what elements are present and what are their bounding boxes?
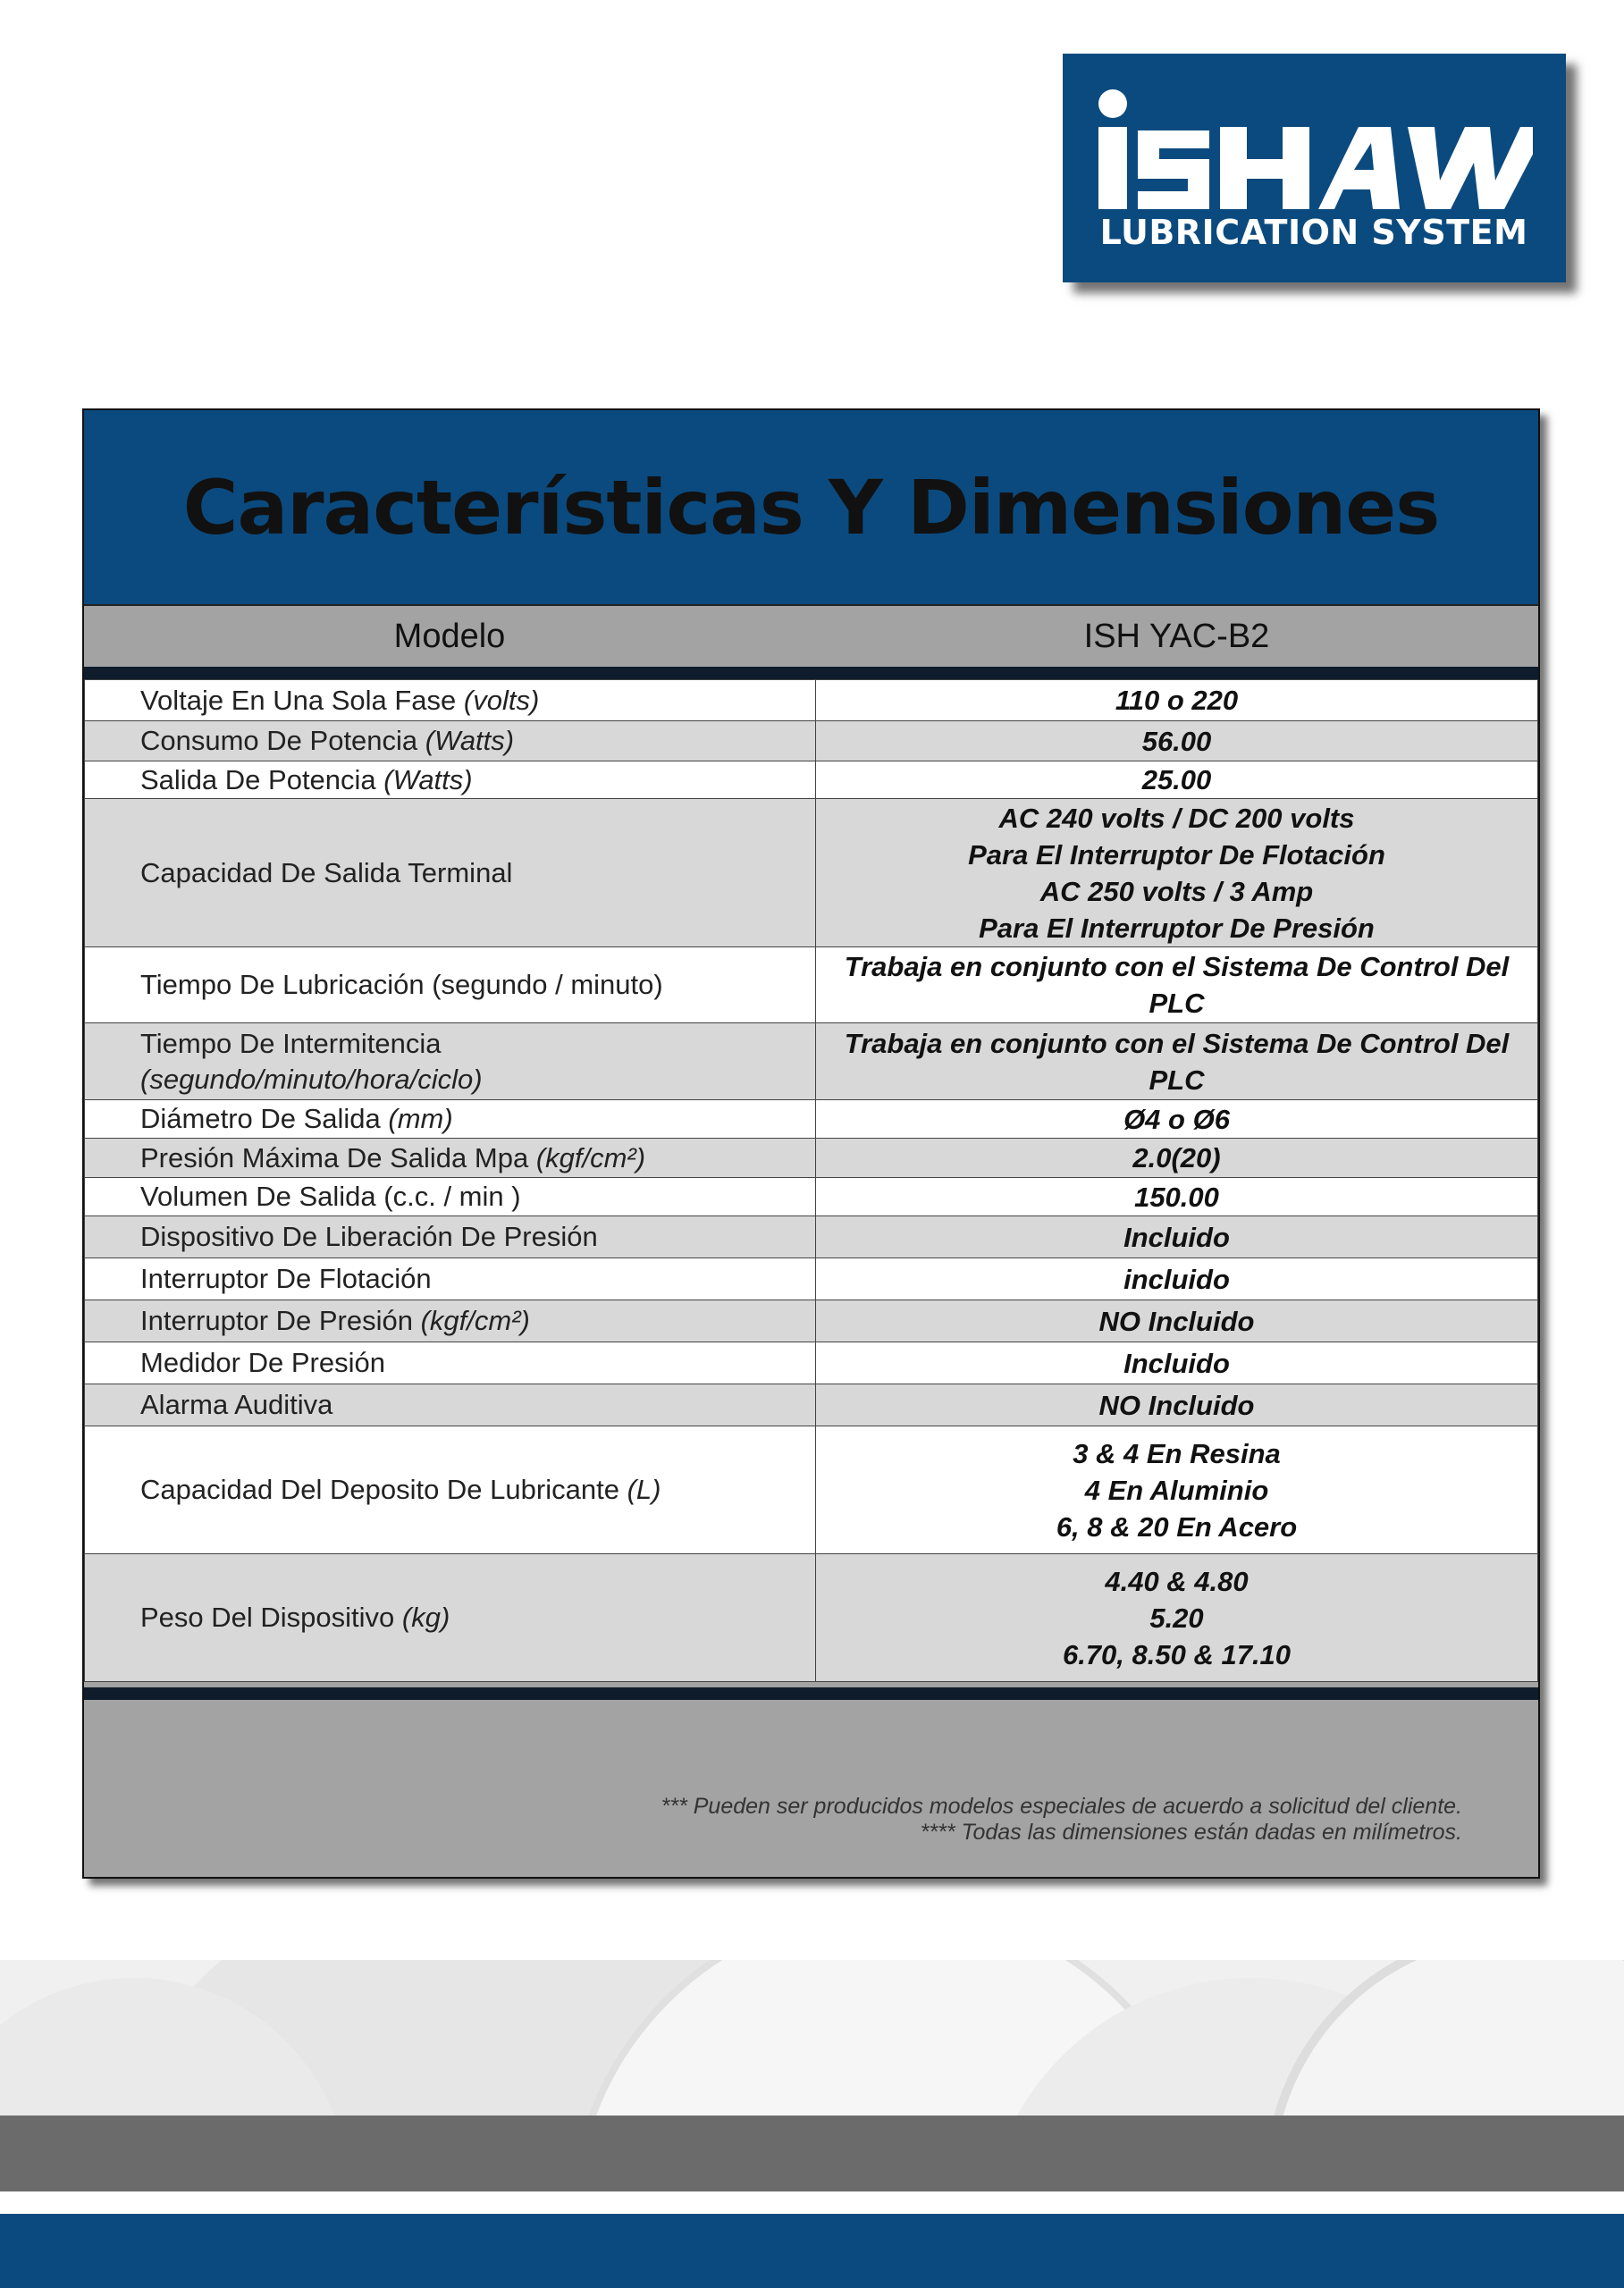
spec-value: 25.00 [1141, 764, 1212, 795]
spec-value: 2.0(20) [1132, 1142, 1221, 1173]
spec-value-cell [816, 1300, 1538, 1342]
footnote: *** Pueden ser producidos modelos especiales de acuerdo a solicitud del cliente. [661, 1794, 1462, 1819]
spec-unit: (Watts) [425, 725, 515, 756]
logo-subtitle: LUBRICATION SYSTEM [1099, 213, 1528, 252]
spec-label-cell [85, 1100, 816, 1139]
spec-value: NO Incluido [1098, 1305, 1255, 1337]
decorative-background [0, 1960, 1624, 2116]
spec-value-cell [816, 1342, 1538, 1384]
spec-label: Voltaje En Una Sola Fase [140, 684, 457, 716]
spec-label: Diámetro De Salida [140, 1103, 389, 1134]
footer-band-gray [0, 2116, 1624, 2191]
spec-label: Peso Del Dispositivo [140, 1602, 395, 1633]
spec-value-cell [816, 761, 1538, 799]
spec-value: 3 & 4 En Resina [1073, 1437, 1281, 1469]
spec-value-cell [816, 1554, 1538, 1682]
spec-value: 56.00 [1141, 725, 1212, 757]
ishaw-logo-mark [1095, 86, 1533, 220]
title-banner [84, 410, 1538, 604]
spec-value-cell [816, 799, 1538, 947]
spec-label: Capacidad De Salida Terminal [140, 856, 513, 888]
spec-label-cell [85, 1300, 816, 1342]
spec-label: Alarma Auditiva [140, 1389, 333, 1420]
model-label: Modelo [393, 617, 506, 655]
spec-label-cell [85, 799, 816, 947]
spec-label: Presión Máxima De Salida Mpa [140, 1141, 529, 1173]
spec-value-cell [816, 1100, 1538, 1139]
table-row [85, 1258, 1538, 1300]
table-row [85, 1554, 1538, 1682]
spec-unit: (mm) [388, 1103, 453, 1134]
table-row [85, 947, 1538, 1023]
footnotes [661, 1794, 1462, 1846]
spec-label-cell [85, 1216, 816, 1258]
spec-label-cell [85, 1139, 816, 1178]
spec-value: incluido [1123, 1263, 1230, 1295]
table-row [85, 1216, 1538, 1258]
spec-value-cell [816, 721, 1538, 761]
spec-table [84, 679, 1538, 1682]
header-divider [84, 667, 1538, 679]
spec-label-cell [85, 680, 816, 721]
table-row [85, 1426, 1538, 1554]
spec-value: 4.40 & 4.80 [1105, 1565, 1249, 1597]
table-row [85, 721, 1538, 761]
spec-label-cell [85, 947, 816, 1023]
spec-label: Medidor De Presión [140, 1347, 385, 1378]
table-row [85, 1100, 1538, 1139]
spec-label-cell [85, 1384, 816, 1426]
spec-value-cell [816, 1426, 1538, 1554]
table-row [85, 1023, 1538, 1100]
spec-label-cell [85, 1023, 816, 1100]
table-row [85, 1300, 1538, 1342]
spec-unit: (kgf/cm²) [420, 1305, 530, 1336]
spec-label: Volumen De Salida (c.c. / min ) [140, 1181, 521, 1212]
table-row [85, 1384, 1538, 1426]
table-bottom-divider [84, 1687, 1538, 1700]
spec-label: Interruptor De Presión [140, 1305, 413, 1336]
spec-value: Incluido [1123, 1221, 1230, 1253]
spec-label: Dispositivo De Liberación De Presión [140, 1221, 598, 1252]
spec-value: Incluido [1123, 1347, 1230, 1379]
table-row [85, 799, 1538, 947]
spec-value-cell [816, 1384, 1538, 1426]
table-row [85, 1178, 1538, 1216]
spec-value: NO Incluido [1098, 1389, 1255, 1421]
spec-value-cell [816, 680, 1538, 721]
spec-value: 4 En Aluminio [1084, 1474, 1269, 1506]
spec-label-cell [85, 1342, 816, 1384]
table-row [85, 761, 1538, 799]
spec-label-cell [85, 761, 816, 799]
spec-value: 150.00 [1134, 1181, 1219, 1213]
spec-label-cell [85, 1178, 816, 1216]
decorative-arcs [0, 1960, 1624, 2116]
spec-value: Trabaja en conjunto con el Sistema De Control Del [844, 951, 1510, 982]
spec-unit: (kg) [401, 1602, 450, 1633]
spec-value: Para El Interruptor De Flotación [968, 838, 1385, 871]
spec-value: PLC [1149, 988, 1205, 1019]
spec-value-cell [816, 1216, 1538, 1258]
spec-label: Consumo De Potencia [140, 725, 418, 756]
page-title: Características Y Dimensiones [182, 463, 1440, 551]
table-row [85, 1342, 1538, 1384]
spec-unit: (kgf/cm²) [535, 1141, 646, 1173]
spec-label-cell [85, 721, 816, 761]
brand-logo [1063, 54, 1566, 282]
spec-label-cell [85, 1426, 816, 1554]
spec-label-cell [85, 1258, 816, 1300]
spec-card [82, 408, 1540, 1879]
spec-value-cell [816, 1023, 1538, 1100]
spec-unit: (volts) [463, 684, 540, 716]
spec-value: AC 240 volts / DC 200 volts [998, 802, 1355, 834]
spec-label: Tiempo De Intermitencia [140, 1027, 442, 1059]
spec-unit: (Watts) [383, 763, 473, 795]
spec-label: Interruptor De Flotación [140, 1263, 432, 1294]
spec-label: Tiempo De Lubricación (segundo / minuto) [140, 969, 663, 1000]
spec-value: 6.70, 8.50 & 17.10 [1062, 1638, 1292, 1670]
spec-label: Salida De Potencia [140, 763, 376, 795]
spec-value: 110 o 220 [1115, 685, 1239, 716]
spec-unit: (L) [627, 1474, 661, 1505]
spec-value-cell [816, 1178, 1538, 1216]
spec-value-cell [816, 1139, 1538, 1178]
spec-value-cell [816, 947, 1538, 1023]
footnote: **** Todas las dimensiones están dadas en milímetros. [920, 1820, 1462, 1845]
table-row [85, 1139, 1538, 1178]
spec-label: Capacidad Del Deposito De Lubricante [140, 1474, 619, 1505]
model-header-row [84, 604, 1538, 667]
spec-value: Ø4 o Ø6 [1123, 1103, 1230, 1135]
spec-unit: (segundo/minuto/hora/ciclo) [140, 1063, 483, 1095]
footer-band-blue [0, 2214, 1624, 2288]
spec-label-cell [85, 1554, 816, 1682]
spec-value: 5.20 [1149, 1602, 1204, 1634]
spec-value: PLC [1149, 1064, 1205, 1096]
spec-value: Para El Interruptor De Presión [979, 912, 1375, 944]
model-value: ISH YAC-B2 [1083, 617, 1270, 655]
table-row [85, 680, 1538, 721]
spec-value: AC 250 volts / 3 Amp [1039, 875, 1314, 907]
spec-value-cell [816, 1258, 1538, 1300]
spec-value: 6, 8 & 20 En Acero [1056, 1510, 1298, 1543]
spec-value: Trabaja en conjunto con el Sistema De Control Del [844, 1027, 1510, 1059]
